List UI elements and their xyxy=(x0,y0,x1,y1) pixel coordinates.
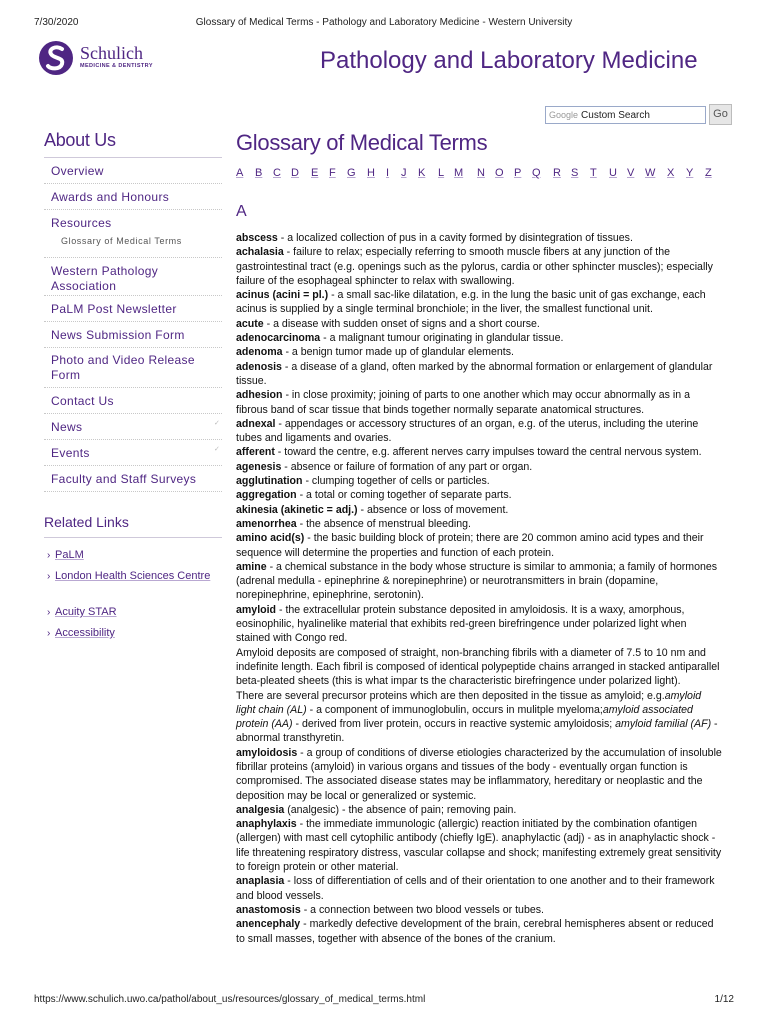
letter-link[interactable]: I xyxy=(386,167,390,179)
glossary-entry: amenorrhea - the absence of menstrual bleeding. xyxy=(236,517,471,530)
glossary-entry: adenosis - a disease of a gland, often marked by the abnormal formation or enlargement of glandular tissue. xyxy=(236,360,713,387)
print-doc-title: Glossary of Medical Terms - Pathology and Laboratory Medicine - Western University xyxy=(195,17,573,28)
glossary-entry: anaphylaxis - the immediate immunologic (allergic) reaction initiated by the combination ofantigen (allergen) with mast cell cytophilic antibody (chiefly IgE). anaphylactic (adj) - as in anaphylactic shock - life threatening respiratory distress, vascular collapse and shock; manifesting extremely great sensitivity to foreign protein or other material. xyxy=(236,818,722,874)
glossary-entry: amyloid - the extracellular protein substance deposited in amyloidosis. It is a waxy, amorphous, eosinophilic, hyalinelike material that exhibits red-green birefringence under polarized light when stained with Congo red. xyxy=(236,603,687,645)
glossary-entry: adenoma - a benign tumor made up of glandular elements. xyxy=(236,346,514,359)
sidebar-item-glossary[interactable]: Glossary of Medical Terms xyxy=(44,232,222,258)
search-go-button[interactable]: Go xyxy=(709,104,732,125)
glossary-entry: abscess - a localized collection of pus in a cavity formed by disintegration of tissues. xyxy=(236,232,633,244)
sidebar-item-news[interactable]: News ✓ xyxy=(44,414,222,440)
letter-link[interactable]: Z xyxy=(705,167,712,179)
chevron-right-icon: › xyxy=(47,628,51,639)
sidebar-item-contact[interactable]: Contact Us xyxy=(44,388,222,414)
site-title[interactable]: Pathology and Laboratory Medicine xyxy=(320,47,698,74)
letter-link[interactable]: G xyxy=(347,167,356,179)
print-footer xyxy=(34,994,734,1008)
glossary-entry: amyloidosis - a group of conditions of diverse etiologies characterized by the accumulation of insoluble fibrillar proteins (amyloid) in various organs and tissues of the body - eventually organ function is compromised. The associated disease states may be inflammatory, hereditary or neoplastic and the deposition may be local or generalized or systemic. xyxy=(236,746,722,802)
chevron-down-icon[interactable]: ✓ xyxy=(214,446,220,453)
letter-link[interactable]: F xyxy=(329,167,336,179)
letter-link[interactable]: E xyxy=(311,167,319,179)
letter-link[interactable]: W xyxy=(645,167,656,179)
letter-link[interactable]: N xyxy=(477,167,485,179)
sidebar-heading[interactable] xyxy=(44,130,222,158)
letter-link[interactable]: Q xyxy=(532,167,541,179)
schulich-logo[interactable] xyxy=(38,40,158,76)
print-url: https://www.schulich.uwo.ca/pathol/about_us/resources/glossary_of_medical_terms.html xyxy=(34,994,426,1005)
schulich-logo-icon xyxy=(38,40,76,76)
page-title: Glossary of Medical Terms xyxy=(236,130,488,155)
letter-link[interactable]: P xyxy=(514,167,522,179)
sidebar-item-palm-post[interactable]: PaLM Post Newsletter xyxy=(44,296,222,322)
glossary-entry: anastomosis - a connection between two blood vessels or tubes. xyxy=(236,903,544,916)
amyloid-precursors: There are several precursor proteins which are then deposited in the tissue as amyloid; e.g.amyloid light chain (AL) - a component of immunoglobulin, occurs in mulitple myeloma;amyloid associated protein (AA) - derived from liver protein, occurs in reactive systemic amyloidosis; amyloid familial (AF) - abnormal transthyretin. xyxy=(236,689,718,745)
sidebar xyxy=(44,130,222,492)
related-links-heading: Related Links xyxy=(44,514,222,538)
letter-link[interactable]: O xyxy=(495,167,504,179)
letter-link[interactable]: D xyxy=(291,167,299,179)
glossary-entry: achalasia - failure to relax; especially referring to smooth muscle fibers at any junction of the gastrointestinal tract (e.g. openings such as the pylorus, cardia or other sphincter muscles); especially failure of the esophageal sphincter to relax with swallowing. xyxy=(236,246,713,287)
glossary-list xyxy=(236,231,722,946)
letter-link[interactable]: B xyxy=(255,167,263,179)
glossary-entry: amino acid(s) - the basic building block of protein; there are 20 common amino acid types and their sequence will determine the properties and function of each protein. xyxy=(236,532,704,559)
letter-link[interactable]: A xyxy=(236,167,244,179)
amyloid-paragraph: Amyloid deposits are composed of straight, non-branching fibrils with a diameter of 7.5 to 10 nm and indefinite length. Each fibril is composed of identical polypeptide chains arranged in stacked antiparallel beta-pleated sheets (this is what impar ts the characteristic birefringence under polarized light). xyxy=(236,646,720,688)
glossary-entry: analgesia (analgesic) - the absence of pain; removing pain. xyxy=(236,803,517,816)
sidebar-heading-label: About Us xyxy=(44,130,116,150)
related-link[interactable]: › London Health Sciences Centre xyxy=(47,570,211,582)
sidebar-item-resources[interactable]: Resources xyxy=(51,216,112,230)
print-page-number: 1/12 xyxy=(714,994,734,1005)
letter-link[interactable]: Y xyxy=(686,167,694,179)
sidebar-item-awards[interactable]: Awards and Honours xyxy=(44,184,222,210)
glossary-entry: acinus (acini = pl.) - a small sac-like dilatation, e.g. in the lung the basic unit of gas exchange, each acinus is supplied by a single terminal bronchiole; in the liver, the smallest functional unit. xyxy=(236,289,706,316)
print-date: 7/30/2020 xyxy=(34,17,79,28)
glossary-entry: aggregation - a total or coming together of separate parts. xyxy=(236,489,512,502)
letter-link[interactable]: X xyxy=(667,167,675,179)
chevron-right-icon: › xyxy=(47,571,51,582)
glossary-entry: adhesion - in close proximity; joining of parts to one another which may occur abnormally as in a fibrous band of scar tissue that binds together normally separate anatomical structures. xyxy=(236,389,690,416)
glossary-entry: anencephaly - markedly defective development of the brain, cerebral hemispheres absent or reduced to small masses, together with absence of the bones of the cranium. xyxy=(236,918,714,945)
sidebar-item-overview[interactable]: Overview xyxy=(44,158,222,184)
chevron-down-icon[interactable]: ✓ xyxy=(214,420,220,427)
glossary-entry: amine - a chemical substance in the body whose structure is similar to ammonia; a family of hormones (adrenal medulla - epinephrine & norepinephrine) or neurotransmitters in brain (dopamine, norepinephrine, epinephrine, serotonin). xyxy=(236,560,718,602)
glossary-entry: adenocarcinoma - a malignant tumour originating in glandular tissue. xyxy=(236,332,564,345)
letter-link[interactable]: R xyxy=(553,167,561,179)
letter-link[interactable]: J xyxy=(401,167,407,179)
glossary-entry: acute - a disease with sudden onset of signs and a short course. xyxy=(236,317,540,330)
letter-link[interactable]: U xyxy=(609,167,617,179)
brand-name: Schulich xyxy=(80,43,143,63)
related-link[interactable]: › Accessibility xyxy=(47,627,115,639)
letter-link[interactable]: V xyxy=(627,167,635,179)
letter-link[interactable]: K xyxy=(418,167,426,179)
letter-link[interactable]: M xyxy=(454,167,464,179)
glossary-entry: agenesis - absence or failure of formation of any part or organ. xyxy=(236,460,533,473)
related-links xyxy=(47,548,222,647)
chevron-right-icon: › xyxy=(47,550,51,561)
sidebar-item-news-submission[interactable]: News Submission Form xyxy=(44,322,222,348)
letter-link[interactable]: L xyxy=(438,167,445,179)
print-header xyxy=(34,17,734,31)
letter-link[interactable]: H xyxy=(367,167,375,179)
sidebar-item-events[interactable]: Events ✓ xyxy=(44,440,222,466)
glossary-entry: akinesia (akinetic = adj.) - absence or loss of movement. xyxy=(236,503,509,516)
glossary-entry: afferent - toward the centre, e.g. afferent nerves carry impulses toward the central nervous system. xyxy=(236,446,702,459)
glossary-entry: agglutination - clumping together of cells or particles. xyxy=(236,475,490,488)
chevron-right-icon: › xyxy=(47,607,51,618)
search-form xyxy=(545,106,732,124)
section-heading-a: A xyxy=(236,203,247,220)
letter-link[interactable]: S xyxy=(571,167,579,179)
sidebar-item-surveys[interactable]: Faculty and Staff Surveys xyxy=(44,466,222,492)
search-placeholder: Custom Search xyxy=(581,110,650,121)
google-label: Google xyxy=(549,110,579,120)
sidebar-nav xyxy=(44,158,222,492)
letter-link[interactable]: C xyxy=(273,167,281,179)
brand-subtitle: MEDICINE & DENTISTRY xyxy=(80,63,153,69)
related-link[interactable]: › Acuity STAR xyxy=(47,606,117,618)
glossary-entry: adnexal - appendages or accessory structures of an organ, e.g. of the uterus, including the uterine tubes and ligaments and ovaries. xyxy=(236,417,699,445)
sidebar-item-western-pathology[interactable]: Western Pathology Association xyxy=(44,258,222,296)
sidebar-item-photo-release[interactable]: Photo and Video Release Form xyxy=(44,348,222,388)
letter-link[interactable]: T xyxy=(590,167,597,179)
glossary-entry: anaplasia - loss of differentiation of cells and of their orientation to one another and to their framework and blood vessels. xyxy=(236,875,715,902)
search-input[interactable] xyxy=(545,106,706,124)
related-link[interactable]: › PaLM xyxy=(47,549,84,561)
